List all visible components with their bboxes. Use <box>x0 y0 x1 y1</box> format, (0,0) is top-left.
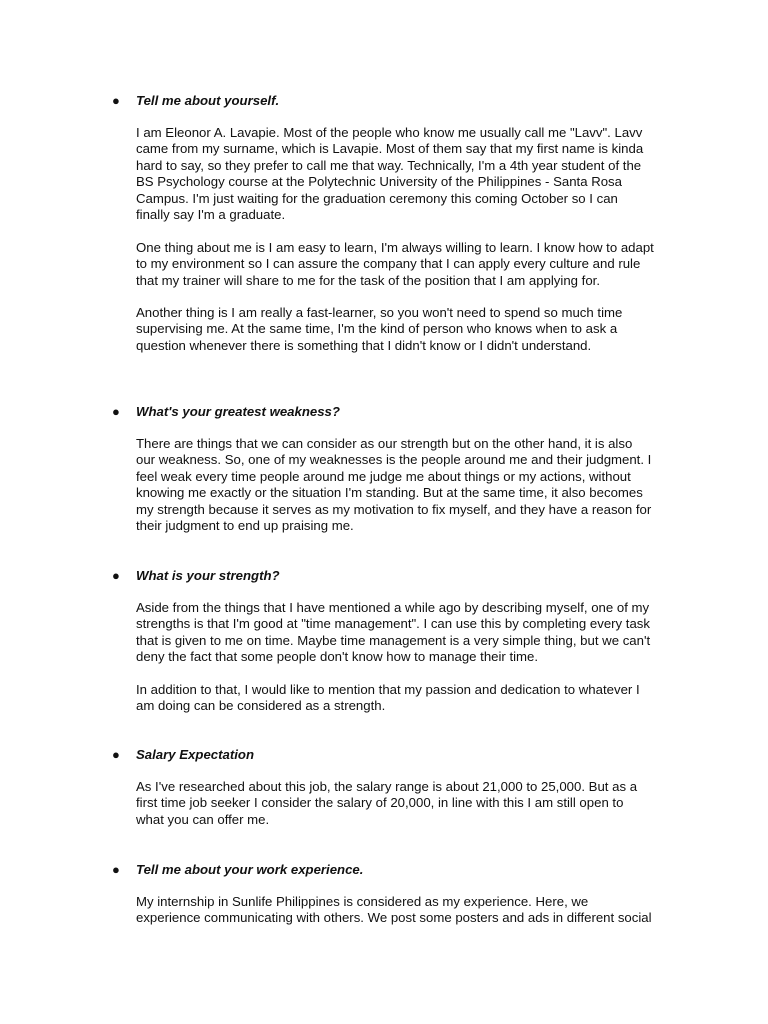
answer-paragraph <box>136 305 622 354</box>
bullet-icon: ● <box>112 568 120 583</box>
bullet-icon: ● <box>112 404 120 419</box>
text-line: feel weak every time people around me judge me about things or my actions, without <box>136 468 631 484</box>
bullet-icon: ● <box>112 862 120 877</box>
question-heading: Tell me about yourself. <box>136 93 280 108</box>
text-line: Another thing is I am really a fast-learner, so you won't need to spend so much time <box>136 305 623 320</box>
answer-paragraph <box>136 240 654 289</box>
question-heading: Tell me about your work experience. <box>136 862 364 877</box>
text-line: question whenever there is something that I didn't know or I didn't understand. <box>136 337 592 353</box>
answer-paragraph <box>136 682 640 715</box>
text-line: supervising me. At the same time, I'm the kind of person who knows when to ask a <box>136 321 618 337</box>
text-line: deny the fact that some people don't know how to manage their time. <box>136 649 539 665</box>
text-line: In addition to that, I would like to mention that my passion and dedication to whatever I <box>136 682 640 697</box>
text-line: Campus. I'm just waiting for the graduation ceremony this coming October so I can <box>136 190 618 206</box>
bullet-icon: ● <box>112 93 120 108</box>
text-line: BS Psychology course at the Polytechnic University of the Philippines - Santa Rosa <box>136 174 622 190</box>
text-line: that is given to me on time. Maybe time management is a very simple thing, but we can't <box>136 632 651 648</box>
text-line: to my environment so I can assure the company that I can apply every culture and rule <box>136 256 641 272</box>
bullet-icon: ● <box>112 747 120 762</box>
text-line: knowing me exactly or the situation I'm standing. But at the same time, it also becomes <box>136 485 643 501</box>
text-line: what you can offer me. <box>136 811 270 827</box>
text-line: hard to say, so they prefer to call me that way. Technically, I'm a 4th year student of the <box>136 157 642 173</box>
text-line: One thing about me is I am easy to learn, I'm always willing to learn. I know how to adapt <box>136 240 654 255</box>
answer-paragraph <box>136 779 637 828</box>
text-line: As I've researched about this job, the salary range is about 21,000 to 25,000. But as a <box>136 779 638 794</box>
answer-paragraph <box>136 436 651 534</box>
answer-paragraph <box>136 894 652 927</box>
text-line: I am Eleonor A. Lavapie. Most of the people who know me usually call me "Lavv". Lavv <box>136 125 643 140</box>
text-line: first time job seeker I consider the salary of 20,000, in line with this I am still open to <box>136 795 624 811</box>
text-line: strengths is that I'm good at "time management". I can use this by completing every task <box>136 616 650 632</box>
text-line: My internship in Sunlife Philippines is considered as my experience. Here, we <box>136 894 589 909</box>
answer-paragraph <box>136 125 643 223</box>
question-heading: Salary Expectation <box>136 747 255 762</box>
text-line: am doing can be considered as a strength. <box>136 698 386 714</box>
text-line: experience communicating with others. We post some posters and ads in different social <box>136 910 652 926</box>
text-line: that my trainer will share to me for the task of the position that I am applying for. <box>136 272 600 288</box>
text-line: their judgment to end up praising me. <box>136 517 354 533</box>
text-line: Aside from the things that I have mentioned a while ago by describing myself, one of my <box>136 600 650 615</box>
text-line: my strength because it serves as my motivation to fix myself, and they have a reason for <box>136 501 652 517</box>
text-line: There are things that we can consider as our strength but on the other hand, it is also <box>136 436 633 451</box>
text-line: our weakness. So, one of my weaknesses is the people around me and their judgment. I <box>136 452 652 468</box>
text-line: came from my surname, which is Lavapie. Most of them say that my first name is kinda <box>136 141 644 157</box>
answer-paragraph <box>136 600 650 666</box>
question-heading: What is your strength? <box>136 568 280 583</box>
text-line: finally say I'm a graduate. <box>136 206 286 222</box>
question-heading: What's your greatest weakness? <box>136 404 340 419</box>
